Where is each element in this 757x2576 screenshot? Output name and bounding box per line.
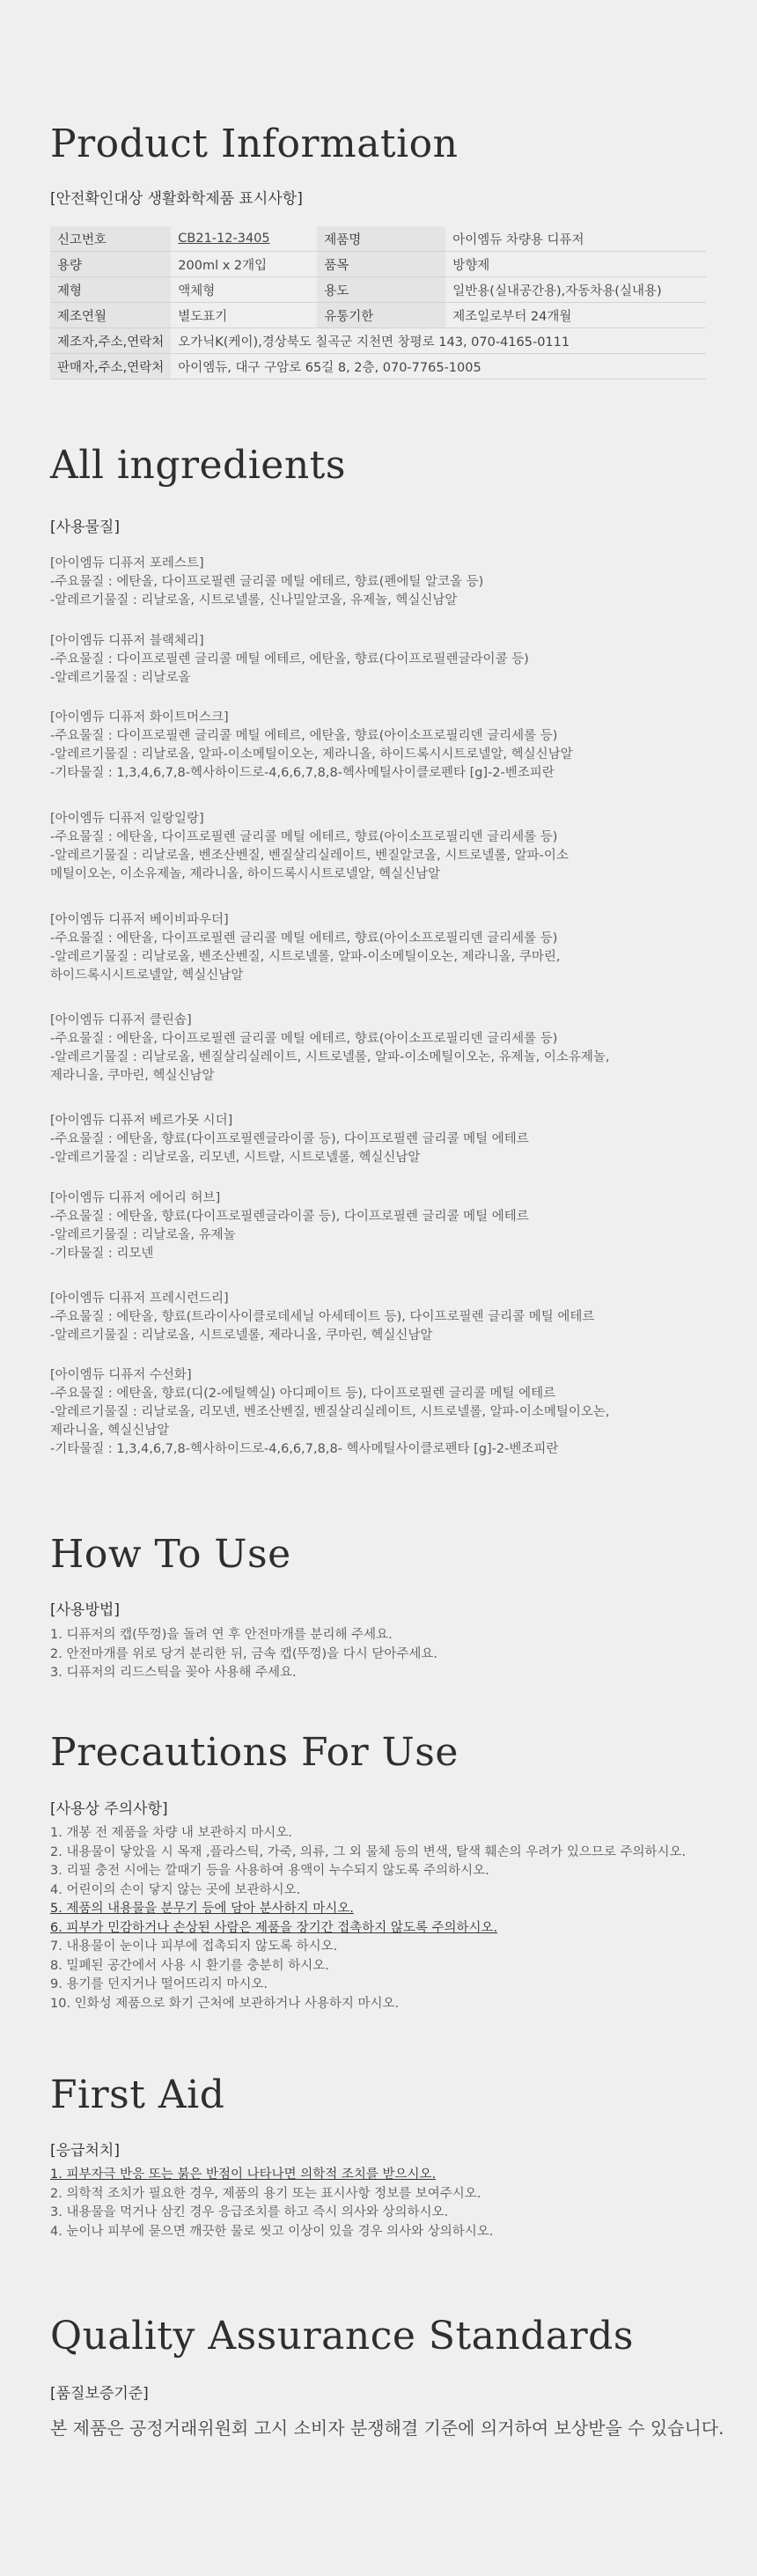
- list-item: 10. 인화성 제품으로 화기 근처에 보관하거나 사용하지 마시오.: [50, 1996, 400, 2011]
- list-item: 1. 디퓨저의 캡(뚜껑)을 돌려 연 후 안전마개를 분리해 주세요.: [50, 1628, 393, 1642]
- ingredient-block: [50, 555, 483, 610]
- list-item: 1. 개봉 전 제품을 차량 내 보관하지 마시오.: [50, 1826, 292, 1840]
- ingredient-line: -알레르기물질 : 리날로올, 리모넨, 벤조산벤질, 벤질살리실레이트, 시트로넬롤, 알파-이소메틸이오논,: [50, 1405, 610, 1419]
- list-item: 7. 내용물이 눈이나 피부에 접촉되지 않도록 하시오.: [50, 1939, 338, 1954]
- label-cell: 판매자,주소,연락처: [50, 354, 171, 379]
- table-row: [50, 328, 706, 354]
- value-cell: 별도표기: [171, 303, 317, 328]
- ingredient-line: -알레르기물질 : 리날로올, 시트로넬롤, 신나밀알코올, 유제놀, 헥실신남알: [50, 593, 458, 607]
- ingredient-line: -기타물질 : 리모넨: [50, 1247, 154, 1261]
- ingredient-name: [아이엠듀 디퓨저 일랑일랑]: [50, 812, 204, 826]
- ingredient-line: -주요물질 : 다이프로필렌 글리콜 메틸 에테르, 에탄올, 향료(다이프로필렌글라이콜 등): [50, 652, 529, 666]
- ingredients-title: All ingredients: [50, 443, 346, 488]
- ingredient-line: -기타물질 : 1,3,4,6,7,8-헥사하이드로-4,6,6,7,8,8- 헥사메틸사이클로펜타 [g]-2-벤조피란: [50, 1442, 559, 1456]
- list-item: 2. 안전마개를 위로 당겨 분리한 뒤, 금속 캡(뚜껑)을 다시 닫아주세요.: [50, 1646, 438, 1661]
- label-cell: 유통기한: [317, 303, 445, 328]
- ingredient-line: -알레르기물질 : 리날로올, 리모넨, 시트랄, 시트로넬롤, 헥실신남알: [50, 1151, 421, 1165]
- label-cell: 신고번호: [50, 226, 171, 252]
- ingredient-name: [아이엠듀 디퓨저 에어리 허브]: [50, 1191, 221, 1205]
- label-cell: 제형: [50, 277, 171, 303]
- product-info-subtitle: [안전확인대상 생활화학제품 표시사항]: [50, 190, 303, 208]
- list-item: 9. 용기를 던지거나 떨어뜨리지 마시오.: [50, 1977, 268, 1991]
- ingredient-name: [아이엠듀 디퓨저 클린솝]: [50, 1013, 192, 1027]
- ingredient-line: -알레르기물질 : 리날로올: [50, 671, 191, 685]
- ingredient-line: -주요물질 : 다이프로필렌 글리콜 메틸 에테르, 에탄올, 향료(아이소프로필리덴 글리세롤 등): [50, 729, 558, 743]
- precautions-title: Precautions For Use: [50, 1730, 459, 1775]
- ingredient-block: [50, 632, 529, 688]
- ingredient-block: [50, 1366, 610, 1459]
- table-row: [50, 354, 706, 379]
- list-item: 5. 제품의 내용물을 분무기 등에 담아 분사하지 마시오.: [50, 1902, 354, 1916]
- value-cell: 액체형: [171, 277, 317, 303]
- value-cell: 200ml x 2개입: [171, 252, 317, 277]
- ingredient-line: -알레르기물질 : 리날로올, 벤조산벤질, 벤질살리실레이트, 벤질알코올, 시트로넬롤, 알파-이소: [50, 849, 569, 863]
- label-cell: 품목: [317, 252, 445, 277]
- ingredient-block: [50, 810, 569, 884]
- ingredient-line: -주요물질 : 에탄올, 다이프로필렌 글리콜 메틸 에테르, 향료(아이소프로필리덴 글리세롤 등): [50, 830, 558, 844]
- ingredient-line: -주요물질 : 에탄올, 향료(트라이사이클로데세닐 아세테이트 등), 다이프로필렌 글리콜 메틸 에테르: [50, 1310, 595, 1324]
- label-cell: 제조연월: [50, 303, 171, 328]
- ingredient-block: [50, 1112, 529, 1167]
- value-cell: 제조일로부터 24개월: [445, 303, 706, 328]
- ingredient-line: -주요물질 : 에탄올, 다이프로필렌 글리콜 메틸 에테르, 향료(펜에틸 알코올 등): [50, 575, 484, 589]
- ingredient-line: 제라니올, 쿠마린, 헥실신남알: [50, 1069, 215, 1083]
- ingredient-line: -주요물질 : 에탄올, 다이프로필렌 글리콜 메틸 에테르, 향료(아이소프로필리덴 글리세롤 등): [50, 1032, 558, 1046]
- list-item: 3. 리필 충전 시에는 깔때기 등을 사용하여 용액이 누수되지 않도록 주의하시오.: [50, 1864, 489, 1878]
- ingredient-line: 메틸이오논, 이소유제놀, 제라니올, 하이드록시시트로넬알, 헥실신남알: [50, 867, 441, 881]
- ingredient-line: -주요물질 : 에탄올, 다이프로필렌 글리콜 메틸 에테르, 향료(아이소프로필리덴 글리세롤 등): [50, 931, 558, 946]
- table-row: [50, 252, 706, 277]
- ingredient-name: [아이엠듀 디퓨저 화이트머스크]: [50, 710, 229, 725]
- ingredient-line: -주요물질 : 에탄올, 향료(디(2-에틸헥실) 아디페이트 등), 다이프로필렌 글리콜 메틸 에테르: [50, 1387, 556, 1401]
- ingredient-line: -기타물질 : 1,3,4,6,7,8-헥사하이드로-4,6,6,7,8,8-헥사메틸사이클로펜타 [g]-2-벤조피란: [50, 766, 555, 780]
- product-info-title: Product Information: [50, 121, 459, 166]
- ingredient-line: 하이드록시시트로넬알, 헥실신남알: [50, 968, 244, 983]
- ingredient-name: [아이엠듀 디퓨저 베이비파우더]: [50, 913, 229, 927]
- list-item: 1. 피부자극 반응 또는 붉은 반점이 나타나면 의학적 조치를 받으시오.: [50, 2168, 437, 2182]
- list-item: 3. 디퓨저의 리드스틱을 꽂아 사용해 주세요.: [50, 1666, 297, 1680]
- first-aid-list: [50, 2166, 493, 2241]
- ingredient-name: [아이엠듀 디퓨저 포레스트]: [50, 556, 204, 570]
- ingredient-line: -알레르기물질 : 리날로올, 알파-이소메틸이오논, 제라니올, 하이드록시시트로넬알, 헥실신남알: [50, 747, 573, 762]
- quality-title: Quality Assurance Standards: [50, 2314, 634, 2359]
- label-cell: 제조자,주소,연락처: [50, 328, 171, 354]
- ingredient-line: -알레르기물질 : 리날로올, 시트로넬롤, 제라니올, 쿠마린, 헥실신남알: [50, 1328, 433, 1343]
- value-cell: CB21-12-3405: [171, 226, 317, 252]
- value-cell: 아이엠듀 차량용 디퓨저: [445, 226, 706, 252]
- ingredients-subtitle: [사용물질]: [50, 519, 120, 536]
- list-item: 2. 내용물이 닿았을 시 목재 ,플라스틱, 가죽, 의류, 그 외 물체 등의 변색, 탈색 훼손의 우려가 있으므로 주의하시오.: [50, 1844, 687, 1859]
- label-cell: 제품명: [317, 226, 445, 252]
- value-cell: 방향제: [445, 252, 706, 277]
- ingredient-line: -알레르기물질 : 리날로올, 벤조산벤질, 시트로넬롤, 알파-이소메틸이오논, 제라니올, 쿠마린,: [50, 950, 561, 964]
- product-info-table: [50, 226, 706, 379]
- ingredient-block: [50, 709, 573, 783]
- ingredient-name: [아이엠듀 디퓨저 블랙체리]: [50, 634, 204, 648]
- ingredient-line: -알레르기물질 : 리날로올, 벤질살리실레이트, 시트로넬롤, 알파-이소메틸이오논, 유제놀, 이소유제놀,: [50, 1050, 610, 1064]
- value-cell: 아이엠듀, 대구 구암로 65길 8, 2층, 070-7765-1005: [171, 354, 706, 379]
- precautions-subtitle: [사용상 주의사항]: [50, 1800, 168, 1818]
- ingredient-block: [50, 1012, 610, 1086]
- ingredient-line: -알레르기물질 : 리날로올, 유제놀: [50, 1228, 236, 1242]
- first-aid-subtitle: [응급처치]: [50, 2142, 120, 2160]
- list-item: 3. 내용물을 먹거나 삼킨 경우 응급조치를 하고 즉시 의사와 상의하시오.: [50, 2205, 449, 2219]
- value-cell: 오가닉K(케이),경상북도 칠곡군 지천면 창평로 143, 070-4165-0111: [171, 328, 706, 354]
- ingredient-block: [50, 1189, 529, 1263]
- ingredient-block: [50, 1290, 594, 1345]
- ingredient-line: -주요물질 : 에탄올, 향료(다이프로필렌글라이콜 등), 다이프로필렌 글리콜 메틸 에테르: [50, 1132, 529, 1146]
- ingredient-name: [아이엠듀 디퓨저 수선화]: [50, 1368, 192, 1382]
- quality-subtitle: [품질보증기준]: [50, 2385, 149, 2403]
- list-item: 6. 피부가 민감하거나 손상된 사람은 제품을 장기간 접촉하지 않도록 주의하시오.: [50, 1920, 498, 1935]
- value-cell: 일반용(실내공간용),자동차용(실내용): [445, 277, 706, 303]
- ingredient-name: [아이엠듀 디퓨저 프레시런드리]: [50, 1292, 229, 1306]
- ingredient-block: [50, 911, 561, 985]
- table-row: [50, 303, 706, 328]
- table-row: [50, 277, 706, 303]
- precautions-list: [50, 1824, 686, 2013]
- ingredient-line: -주요물질 : 에탄올, 향료(다이프로필렌글라이콜 등), 다이프로필렌 글리콜 메틸 에테르: [50, 1210, 529, 1224]
- list-item: 4. 눈이나 피부에 묻으면 깨끗한 물로 씻고 이상이 있을 경우 의사와 상의하시오.: [50, 2224, 494, 2239]
- ingredient-line: 제라니올, 헥실신남알: [50, 1424, 170, 1438]
- list-item: 2. 의학적 조치가 필요한 경우, 제품의 용기 또는 표시사항 정보를 보여주시오.: [50, 2186, 481, 2201]
- how-to-use-list: [50, 1626, 437, 1683]
- label-cell: 용량: [50, 252, 171, 277]
- table-row: [50, 226, 706, 252]
- first-aid-title: First Aid: [50, 2072, 225, 2117]
- how-to-use-title: How To Use: [50, 1532, 291, 1577]
- ingredient-name: [아이엠듀 디퓨저 베르가못 시더]: [50, 1114, 233, 1128]
- how-to-use-subtitle: [사용방법]: [50, 1601, 120, 1619]
- list-item: 8. 밀폐된 공간에서 사용 시 환기를 충분히 하시오.: [50, 1958, 329, 1973]
- list-item: 4. 어린이의 손이 닿지 않는 곳에 보관하시오.: [50, 1882, 301, 1897]
- label-cell: 용도: [317, 277, 445, 303]
- quality-text: 본 제품은 공정거래위원회 고시 소비자 분쟁해결 기준에 의거하여 보상받을 수 있습니다.: [50, 2418, 724, 2439]
